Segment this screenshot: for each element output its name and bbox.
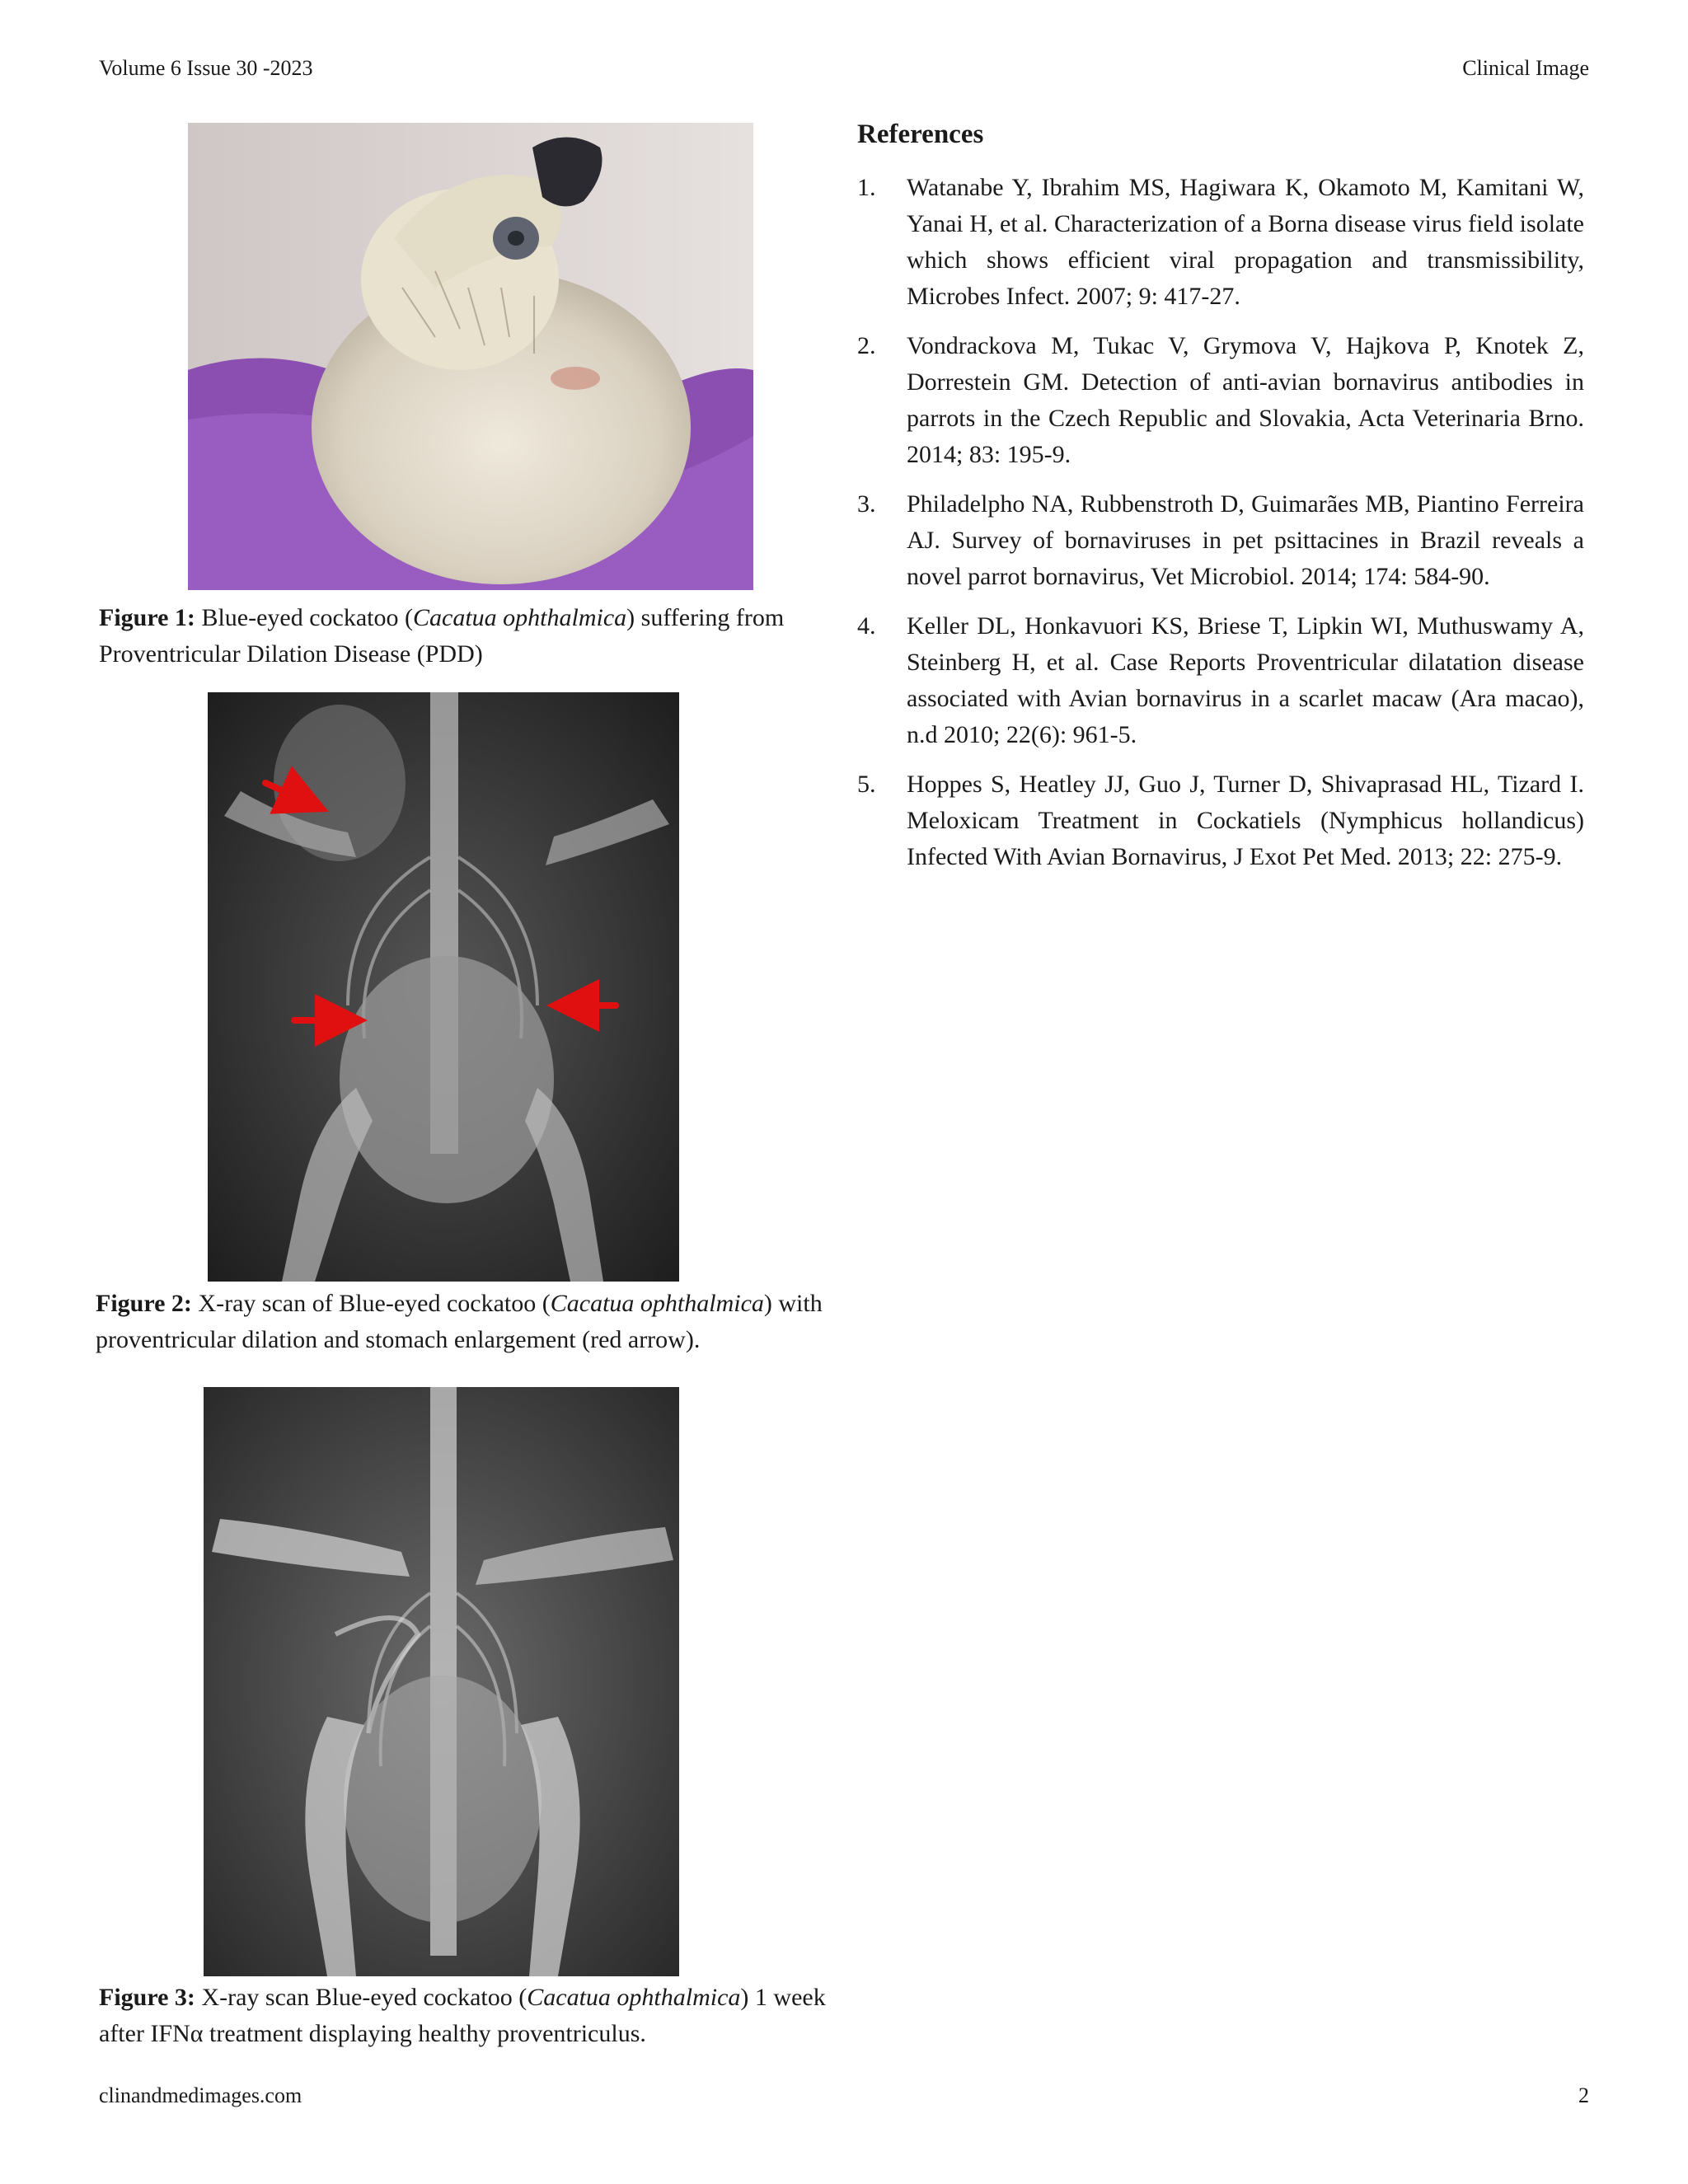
figure-3-text-before: X-ray scan Blue-eyed cockatoo ( [201,1984,528,2011]
reference-number: 3. [857,490,876,518]
figure-3-xray [204,1387,679,1976]
figure-3-text-after: ) 1 week after IFNα treatment displaying healthy proventriculus. [99,1984,826,2047]
reference-item [857,608,1584,753]
figure-3-species: Cacatua ophthalmica [527,1984,741,2011]
figure-2-species: Cacatua ophthalmica [550,1290,764,1317]
figure-1-text-before: Blue-eyed cockatoo ( [201,604,413,631]
reference-item [857,766,1584,875]
figure-1-text-after: ) suffering from Proventricular Dilation Disease (PDD) [99,604,785,668]
figure-1-label: Figure 1: [99,604,195,631]
reference-number: 1. [857,174,876,201]
reference-text: Watanabe Y, Ibrahim MS, Hagiwara K, Okamoto M, Kamitani W, Yanai H, et al. Characterization of a Borna disease virus field isolate which shows efficient viral propagation and transmissibility, Microbes Infect. 2007; 9: 417-27. [907,174,1584,310]
reference-text: Hoppes S, Heatley JJ, Guo J, Turner D, Shivaprasad HL, Tizard I. Meloxicam Treatment in Cockatiels (Nymphicus hollandicus) Infected With Avian Bornavirus, J Exot Pet Med. 2013; 22: 275-9. [907,771,1584,870]
page-number: 2 [1578,2083,1589,2107]
figure-2-text-before: X-ray scan of Blue-eyed cockatoo ( [198,1290,551,1317]
references-section [857,120,1584,888]
figure-2-xray [208,692,679,1282]
figure-1-species: Cacatua ophthalmica [413,604,627,631]
footer-website: clinandmedimages.com [99,2083,302,2107]
figure-2-caption [96,1286,831,1358]
reference-text: Vondrackova M, Tukac V, Grymova V, Hajkova P, Knotek Z, Dorrestein GM. Detection of anti-avian bornavirus antibodies in parrots in the Czech Republic and Slovakia, Acta Veterinaria Brno. 2014; 83: 195-9. [907,332,1584,468]
reference-number: 4. [857,612,876,640]
references-list [857,170,1584,875]
running-header-article-type: Clinical Image [1462,56,1589,80]
reference-text: Keller DL, Honkavuori KS, Briese T, Lipkin WI, Muthuswamy A, Steinberg H, et al. Case Reports Proventricular dilatation disease associated with Avian bornavirus in a scarlet macaw (Ara macao), n.d 2010; 22(6): 961-5. [907,612,1584,748]
reference-number: 2. [857,332,876,359]
reference-item [857,170,1584,315]
reference-text: Philadelpho NA, Rubbenstroth D, Guimarães MB, Piantino Ferreira AJ. Survey of bornaviruses in pet psittacines in Brazil reveals a novel parrot bornavirus, Vet Microbiol. 2014; 174: 584-90. [907,490,1584,590]
figure-3-caption [99,1980,831,2052]
figure-1-caption [99,600,831,673]
reference-item [857,328,1584,473]
reference-item [857,486,1584,595]
references-heading: References [857,120,984,149]
figure-2-label: Figure 2: [96,1290,192,1317]
reference-number: 5. [857,771,876,798]
figure-2-text-after: ) with proventricular dilation and stomach enlargement (red arrow). [96,1290,823,1353]
figure-3-label: Figure 3: [99,1984,195,2011]
figure-1-photo [188,123,753,590]
running-header-volume: Volume 6 Issue 30 -2023 [99,56,313,80]
